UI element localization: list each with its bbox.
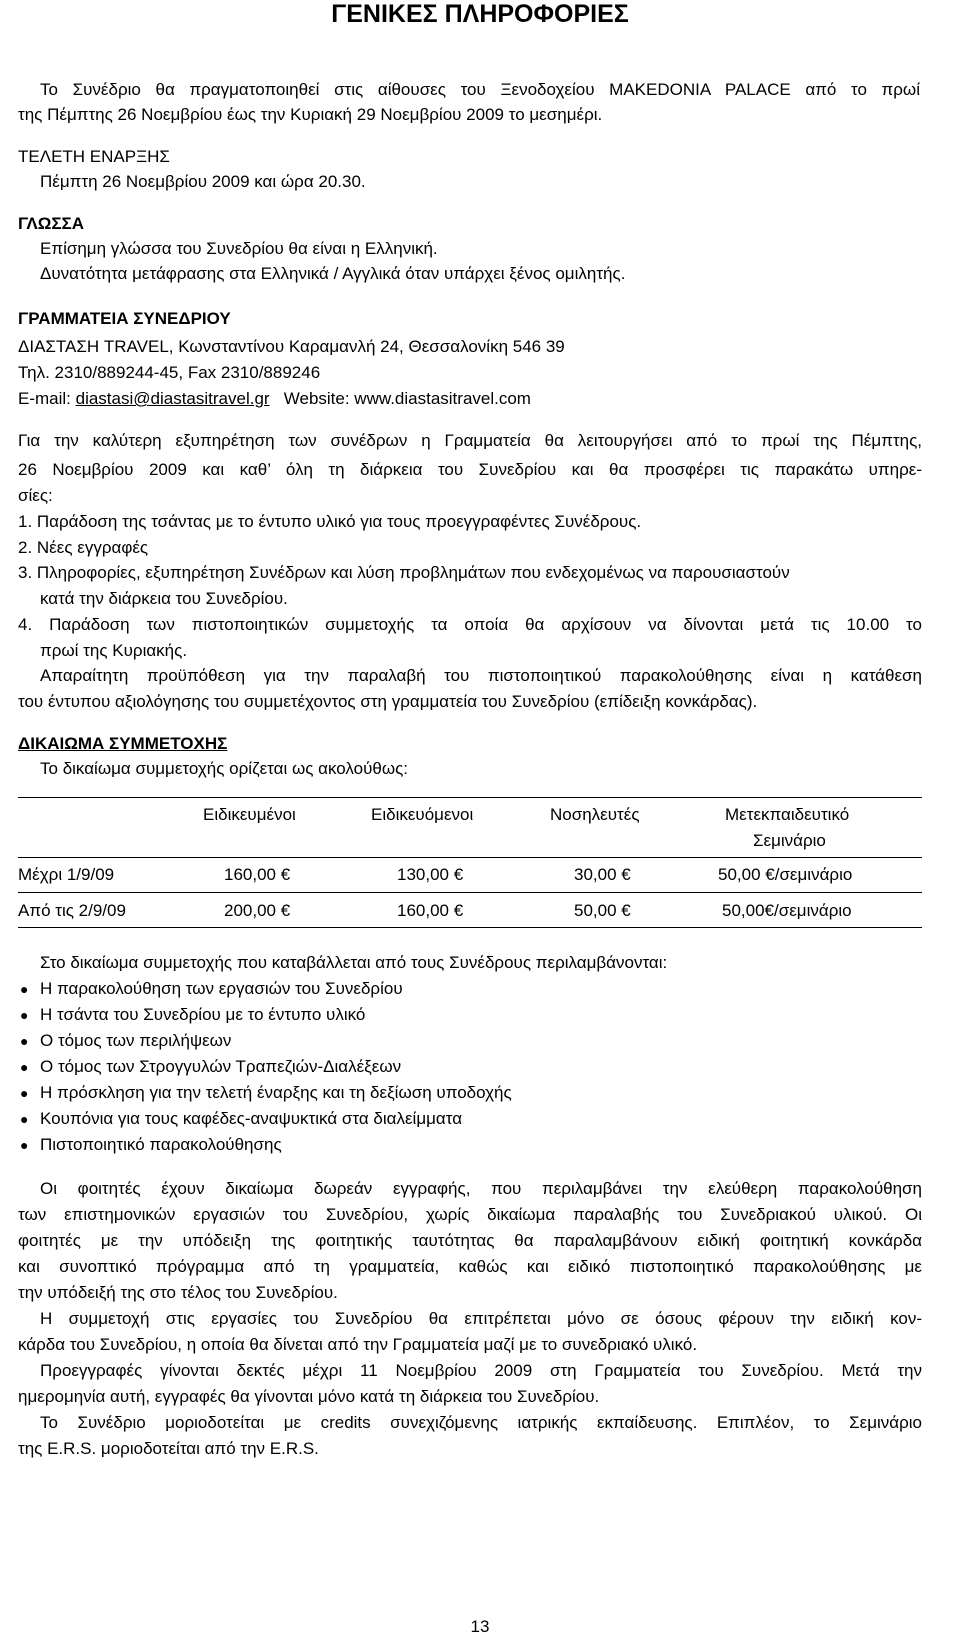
- row-1-seminar: 50,00 €/σεμινάριο: [718, 865, 853, 884]
- closing-line-3: φοιτητές με την υπόδειξη της φοιτητικής ταυτότητας θα παραλαμβάνουν ειδική φοιτητική κονκάρδα: [18, 1231, 922, 1250]
- includes-item-7: Πιστοποιητικό παρακολούθησης: [40, 1135, 282, 1154]
- service-item-2: 2. Νέες εγγραφές: [18, 538, 149, 557]
- header-specialists: Ειδικευμένοι: [203, 805, 296, 824]
- table-top-rule: [18, 797, 922, 798]
- service-note-2: του έντυπου αξιολόγησης του συμμετέχοντος στη γραμματεία του Συνεδρίου (επίδειξη κονκάρδας).: [18, 692, 758, 711]
- service-line-1: Για την καλύτερη εξυπηρέτηση των συνέδρων η Γραμματεία θα λειτουργήσει από το πρωί της Πέμπτης,: [18, 431, 922, 450]
- bullet-icon: ●: [20, 1137, 29, 1153]
- opening-heading: ΤΕΛΕΤΗ ΕΝΑΡΞΗΣ: [18, 147, 170, 166]
- bullet-icon: ●: [20, 1007, 29, 1023]
- email-link[interactable]: diastasi@diastasitravel.gr: [75, 389, 270, 408]
- includes-item-3: Ο τόμος των περιλήψεων: [40, 1031, 232, 1050]
- email-label: E-mail:: [18, 389, 76, 408]
- table-header-rule: [18, 857, 922, 858]
- closing-line-5: την υπόδειξή της στο τέλος του Συνεδρίου.: [18, 1283, 338, 1302]
- row-2-residents: 160,00 €: [397, 901, 464, 920]
- closing-line-7: κάρδα του Συνεδρίου, η οποία θα δίνεται από την Γραμματεία μαζί με το συνεδριακό υλικό.: [18, 1335, 698, 1354]
- service-item-3a: 3. Πληροφορίες, εξυπηρέτηση Συνέδρων και λύση προβλημάτων που ενδεχομένως να παρουσιαστούν: [18, 563, 790, 582]
- secretariat-phone: Τηλ. 2310/889244-45, Fax 2310/889246: [18, 363, 321, 382]
- includes-item-6: Κουπόνια για τους καφέδες-αναψυκτικά στα διαλείμματα: [40, 1109, 463, 1128]
- header-residents: Ειδικευόμενοι: [371, 805, 474, 824]
- closing-line-1: Οι φοιτητές έχουν δικαίωμα δωρεάν εγγραφής, που περιλαμβάνει την ελεύθερη παρακολούθηση: [40, 1179, 922, 1198]
- fee-heading: ΔΙΚΑΙΩΜΑ ΣΥΜΜΕΤΟΧΗΣ: [18, 734, 228, 753]
- header-postgraduate: Μετεκπαιδευτικό: [725, 805, 850, 824]
- bullet-icon: ●: [20, 981, 29, 997]
- language-line-1: Επίσημη γλώσσα του Συνεδρίου θα είναι η Ελληνική.: [40, 239, 438, 258]
- fee-intro: Το δικαίωμα συμμετοχής ορίζεται ως ακολούθως:: [40, 759, 409, 778]
- closing-line-4: και συνοπτικό πρόγραμμα από τη γραμματεία, καθώς και ειδικό πιστοποιητικό παρακολούθησης με: [18, 1257, 922, 1276]
- website-text: Website: www.diastasitravel.com: [283, 389, 531, 408]
- closing-line-8: Προεγγραφές γίνονται δεκτές μέχρι 11 Νοεμβρίου 2009 στη Γραμματεία του Συνεδρίου. Μετά την: [40, 1361, 922, 1380]
- service-line-2: 26 Νοεμβρίου 2009 και καθ’ όλη τη διάρκεια του Συνεδρίου και θα προσφέρει τις παρακάτω υπηρε-: [18, 460, 922, 479]
- includes-item-1: Η παρακολούθηση των εργασιών του Συνεδρίου: [40, 979, 403, 998]
- service-item-4a: 4. Παράδοση των πιστοποιητικών συμμετοχής τα οποία θα αρχίσουν να δίνονται μετά τις 10.00 το: [18, 615, 922, 634]
- secretariat-contact: [18, 388, 531, 410]
- service-item-3b: κατά την διάρκεια του Συνεδρίου.: [40, 589, 288, 608]
- row-2-nurses: 50,00 €: [574, 901, 631, 920]
- bullet-icon: ●: [20, 1033, 29, 1049]
- row-1-specialists: 160,00 €: [224, 865, 291, 884]
- row-2-label: Από τις 2/9/09: [18, 901, 126, 920]
- language-line-2: Δυνατότητα μετάφρασης στα Ελληνικά / Αγγλικά όταν υπάρχει ξένος ομιλητής.: [40, 264, 626, 283]
- includes-item-4: Ο τόμος των Στρογγυλών Τραπεζιών-Διαλέξεων: [40, 1057, 402, 1076]
- bullet-icon: ●: [20, 1111, 29, 1127]
- header-seminar: Σεμινάριο: [753, 831, 826, 850]
- row-2-specialists: 200,00 €: [224, 901, 291, 920]
- service-item-1: 1. Παράδοση της τσάντας με το έντυπο υλικό για τους προεγγραφέντες Συνέδρους.: [18, 512, 642, 531]
- includes-item-5: Η πρόσκληση για την τελετή έναρξης και τη δεξίωση υποδοχής: [40, 1083, 512, 1102]
- row-1-residents: 130,00 €: [397, 865, 464, 884]
- closing-line-2: των επιστημονικών εργασιών του Συνεδρίου, χωρίς δικαίωμα παραλαβής του Συνεδριακού υλικού. Οι: [18, 1205, 922, 1224]
- page-title: ΓΕΝΙΚΕΣ ΠΛΗΡΟΦΟΡΙΕΣ: [331, 0, 629, 28]
- closing-line-11: της E.R.S. μοριοδοτείται από την E.R.S.: [18, 1439, 319, 1458]
- closing-line-9: ημερομηνία αυτή, εγγραφές θα γίνονται μόνο κατά τη διάρκεια του Συνεδρίου.: [18, 1387, 600, 1406]
- includes-item-2: Η τσάντα του Συνεδρίου με το έντυπο υλικό: [40, 1005, 366, 1024]
- intro-line-2: της Πέμπτης 26 Νοεμβρίου έως την Κυριακή 29 Νοεμβρίου 2009 το μεσημέρι.: [18, 105, 603, 124]
- secretariat-heading: ΓΡΑΜΜΑΤΕΙΑ ΣΥΝΕΔΡΙΟΥ: [18, 309, 231, 328]
- service-line-3: σίες:: [18, 486, 53, 505]
- includes-intro: Στο δικαίωμα συμμετοχής που καταβάλλεται από τους Συνέδρους περιλαμβάνονται:: [40, 953, 668, 972]
- table-bottom-rule: [18, 927, 922, 928]
- bullet-icon: ●: [20, 1059, 29, 1075]
- header-nurses: Νοσηλευτές: [550, 805, 640, 824]
- opening-text: Πέμπτη 26 Νοεμβρίου 2009 και ώρα 20.30.: [40, 172, 366, 191]
- service-note-1: Απαραίτητη προϋπόθεση για την παραλαβή του πιστοποιητικού παρακολούθησης είναι η κατάθεση: [40, 666, 922, 685]
- closing-line-6: Η συμμετοχή στις εργασίες του Συνεδρίου θα επιτρέπεται μόνο σε όσους φέρουν την ειδική κον-: [40, 1309, 922, 1328]
- intro-line-1: Το Συνέδριο θα πραγματοποιηθεί στις αίθουσες του Ξενοδοχείου MAKEDONIA PALACE από το πρωί: [40, 80, 920, 99]
- bullet-icon: ●: [20, 1085, 29, 1101]
- service-item-4b: πρωί της Κυριακής.: [40, 641, 188, 660]
- language-heading: ΓΛΩΣΣΑ: [18, 214, 85, 233]
- page-number: 13: [470, 1617, 490, 1636]
- row-1-nurses: 30,00 €: [574, 865, 631, 884]
- row-1-label: Μέχρι 1/9/09: [18, 865, 115, 884]
- closing-line-10: Το Συνέδριο μοριοδοτείται με credits συνεχιζόμενης ιατρικής εκπαίδευσης. Επιπλέον, το Σεμινάριο: [40, 1413, 922, 1432]
- table-row-rule: [18, 892, 922, 893]
- row-2-seminar: 50,00€/σεμινάριο: [722, 901, 852, 920]
- secretariat-address: ΔΙΑΣΤΑΣΗ TRAVEL, Κωνσταντίνου Καραμανλή 24, Θεσσαλονίκη 546 39: [18, 337, 565, 356]
